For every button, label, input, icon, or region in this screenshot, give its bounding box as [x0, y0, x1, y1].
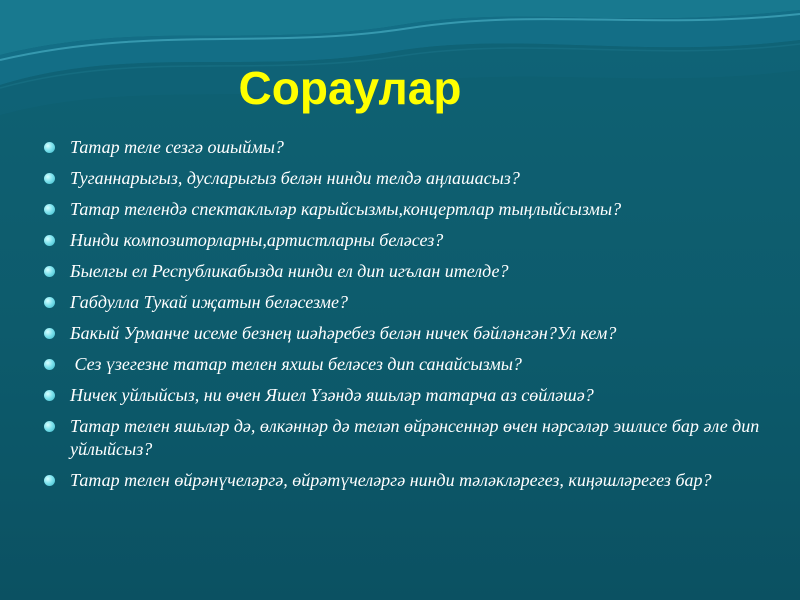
question-text: Татар телен өйрәнүчеләргә, өйрәтүчеләргә нинди тәләкләрегез, киңәшләрегез бар? [70, 470, 712, 490]
bullet-icon [44, 204, 55, 215]
bullet-icon [44, 359, 55, 370]
list-item [42, 291, 762, 314]
question-text: Быелгы ел Республикабызда нинди ел дип игълан ителде? [70, 261, 509, 281]
question-text: Татар телендә спектакльләр карыйсызмы,концертлар тыңлыйсызмы? [70, 199, 622, 219]
bullet-icon [44, 328, 55, 339]
question-text: Бакый Урманче исеме безнең шәһәребез белән ничек бәйләнгән?Ул кем? [70, 323, 617, 343]
question-text: Туганнарыгыз, дусларыгыз белән нинди телдә аңлашасыз? [70, 168, 520, 188]
bullet-icon [44, 475, 55, 486]
list-item [42, 469, 762, 492]
bullet-icon [44, 142, 55, 153]
list-item [42, 260, 762, 283]
list-item [42, 353, 762, 376]
list-item [42, 198, 762, 221]
bullet-icon [44, 235, 55, 246]
bullet-icon [44, 421, 55, 432]
question-text: Габдулла Тукай иҗатын беләсезме? [70, 292, 349, 312]
question-list [42, 136, 762, 500]
bullet-icon [44, 390, 55, 401]
list-item [42, 415, 762, 461]
bullet-icon [44, 297, 55, 308]
question-text: Нинди композиторларны,артистларны беләсез? [70, 230, 444, 250]
list-item [42, 322, 762, 345]
list-item [42, 229, 762, 252]
question-text: Сез үзегезне татар телен яхшы беләсез дип санайсызмы? [70, 354, 522, 374]
list-item [42, 167, 762, 190]
question-text: Ничек уйлыйсыз, ни өчен Яшел Үзәндә яшьләр татарча аз сөйләшә? [70, 385, 594, 405]
bullet-icon [44, 266, 55, 277]
slide-title: Сораулар [238, 62, 462, 114]
question-text: Татар телен яшьләр дә, өлкәннәр дә теләп өйрәнсеннәр өчен нәрсәләр эшлисе бар әле дип уйлыйсыз? [70, 416, 760, 459]
list-item [42, 136, 762, 159]
question-text: Татар теле сезгә ошыймы? [70, 137, 284, 157]
bullet-icon [44, 173, 55, 184]
list-item [42, 384, 762, 407]
